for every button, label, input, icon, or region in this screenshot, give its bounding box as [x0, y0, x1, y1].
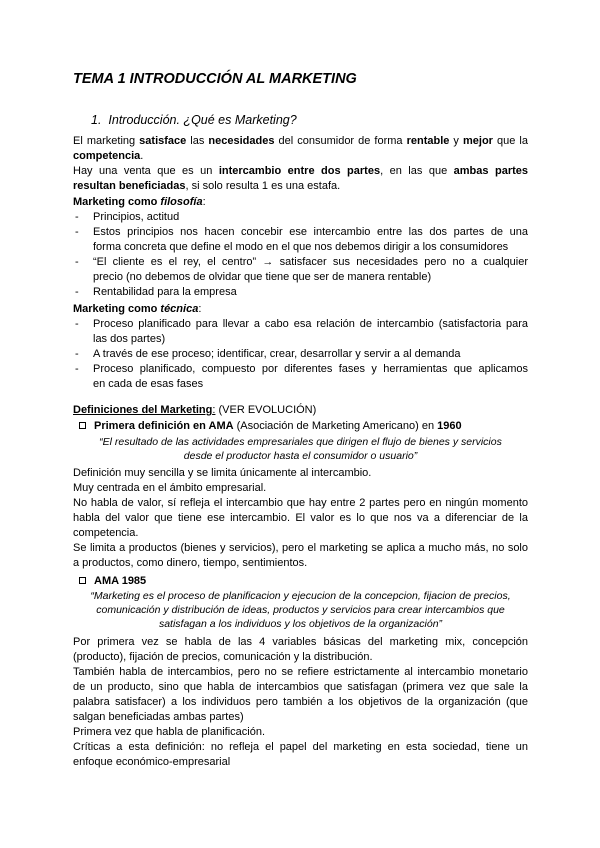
tecnica-list — [73, 317, 528, 392]
definition-2-quote: “Marketing es el proceso de planificacion y ejecucion de la concepcion, fijacion de precios, comunicación y distribución de ideas, productos y servicios para crear intercambios que satisfagan a los individuos y los objetivos de la organización” — [90, 590, 511, 630]
checkbox-bullet-icon — [79, 577, 86, 584]
list-item: - A través de ese proceso; identificar, crear, desarrollar y servir a al demanda — [75, 348, 461, 360]
list-item: - Estos principios nos hacen concebir ese intercambio entre las dos partes de una forma concreta que define el modo en el que nos debemos dirigir a los consumidores — [75, 226, 528, 253]
definition-1-commentary: Definición muy sencilla y se limita únicamente al intercambio. Muy centrada en el ámbito empresarial. No habla de valor, sí refleja el intercambio que hay entre 2 partes pero en ningún momento habla del valor que tiene ese intercambio. El valor es lo que nos va a diferenciar de la competencia. Se limita a productos (bienes y servicios), pero el marketing se aplica a mucho más, no solo a productos, como dinero, tiempo, sentimientos. — [73, 467, 528, 569]
list-item: - Principios, actitud — [75, 211, 180, 223]
tecnica-heading: Marketing como técnica: — [73, 303, 202, 315]
checkbox-bullet-icon — [79, 422, 86, 429]
list-item: - Rentabilidad para la empresa — [75, 286, 237, 298]
section-number: 1. — [91, 113, 102, 127]
filosofia-list — [73, 210, 528, 300]
list-item: - Proceso planificado para llevar a cabo esa relación de intercambio (satisfactoria para las dos partes) — [75, 318, 528, 345]
page-title: TEMA 1 INTRODUCCIÓN AL MARKETING — [73, 71, 357, 87]
list-item: - “El cliente es el rey, el centro” → satisfacer sus necesidades pero no a cualquier precio (no debemos de olvidar que tiene que ser de manera rentable) — [75, 256, 528, 283]
section-title: Introducción. ¿Qué es Marketing? — [108, 113, 297, 127]
filosofia-heading: Marketing como filosofía: — [73, 196, 206, 208]
section-heading — [91, 113, 297, 127]
definition-2-heading: AMA 1985 — [79, 574, 146, 589]
definition-1-quote: “El resultado de las actividades empresariales que dirigen el flujo de bienes y servicios desde el productor hasta el consumidor o usuario” — [99, 436, 502, 462]
list-item: - Proceso planificado, compuesto por diferentes fases y herramientas que aplicamos en cada de esas fases — [75, 363, 528, 390]
definition-2-commentary: Por primera vez se habla de las 4 variables básicas del marketing mix, concepción (producto), fijación de precios, comunicación y la distribución. También habla de intercambios, pero no se refiere estrictamente al intercambio monetario de un producto, sino que habla de intercambios que satisfagan (primera vez que sale la palabra satisfacer) a los individuos pero también a los objetivos de la organización (que salgan beneficiadas ambas partes) Primera vez que habla de planificación. Críticas a esta definición: no refleja el papel del marketing en esta sociedad, tiene un enfoque económico-empresarial — [73, 636, 528, 768]
definiciones-heading: Definiciones del Marketing: (VER EVOLUCIÓN) — [73, 404, 317, 416]
intro-paragraph-1: El marketing satisface las necesidades del consumidor de forma rentable y mejor que la competencia. — [73, 135, 528, 162]
intro-paragraph-2: Hay una venta que es un intercambio entre dos partes, en las que ambas partes resultan beneficiadas, si solo resulta 1 es una estafa. — [73, 165, 528, 192]
definition-1-heading: Primera definición en AMA (Asociación de Marketing Americano) en 1960 — [79, 419, 462, 434]
